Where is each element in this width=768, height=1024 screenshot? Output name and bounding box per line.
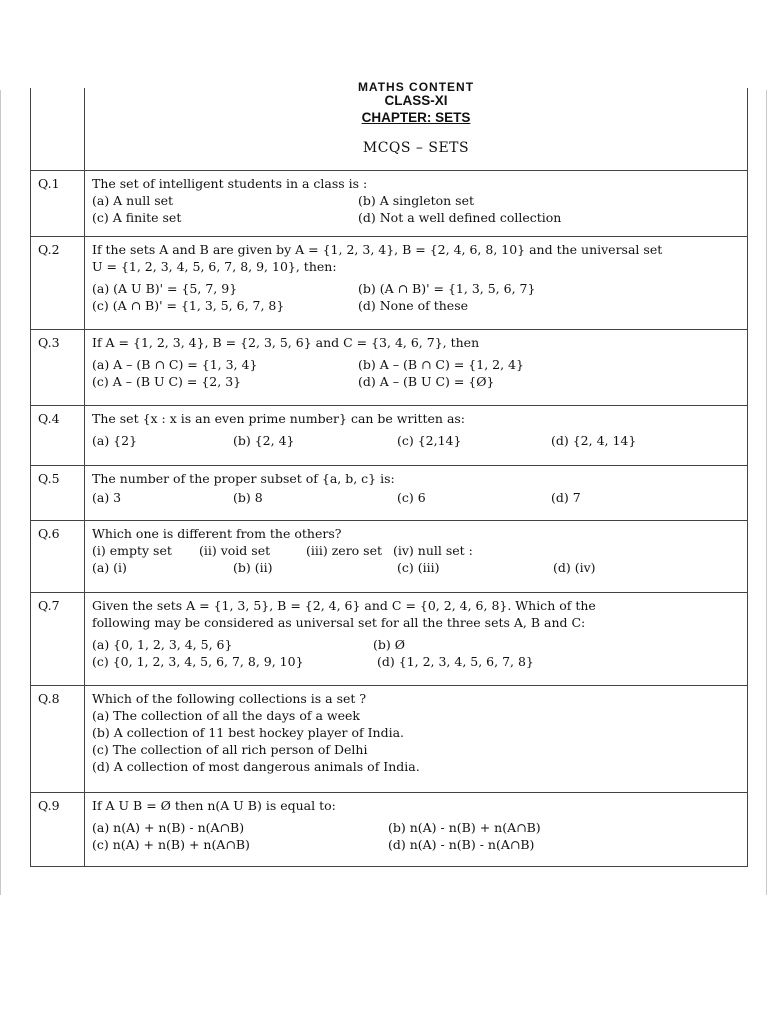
question-number: Q.2 (31, 237, 85, 329)
option-b: (b) A collection of 11 best hockey player of India. (92, 725, 405, 740)
option-d: (d) None of these (358, 298, 469, 313)
question-number: Q.5 (31, 466, 85, 520)
class-heading: CLASS-XI (384, 93, 448, 108)
question-text: Which one is different from the others? (92, 526, 342, 541)
option-d: (d) {2, 4, 14} (551, 433, 637, 448)
question-body (85, 521, 747, 592)
question-text: Given the sets A = {1, 3, 5}, B = {2, 4, 6} and C = {0, 2, 4, 6, 8}. Which of the (92, 598, 596, 613)
option-d: (d) {1, 2, 3, 4, 5, 6, 7, 8} (377, 654, 534, 669)
option-a: (a) The collection of all the days of a week (92, 708, 360, 723)
question-text-line2: following may be considered as universal set for all the three sets A, B and C: (92, 615, 586, 630)
option-b: (b) 8 (233, 490, 263, 505)
option-b: (b) (A ∩ B)' = {1, 3, 5, 6, 7} (358, 281, 536, 296)
question-row (31, 329, 747, 405)
option-a: (a) {0, 1, 2, 3, 4, 5, 6} (92, 637, 233, 652)
question-number: Q.8 (31, 686, 85, 792)
option-c: (c) {0, 1, 2, 3, 4, 5, 6, 7, 8, 9, 10} (92, 654, 304, 669)
option-b: (b) A – (B ∩ C) = {1, 2, 4} (358, 357, 524, 372)
question-number: Q.1 (31, 171, 85, 236)
question-row (31, 792, 747, 866)
option-a: (a) (i) (92, 560, 127, 575)
item-i: (i) empty set (92, 543, 172, 558)
question-number: Q.6 (31, 521, 85, 592)
option-b: (b) n(A) - n(B) + n(A∩B) (388, 820, 541, 835)
question-text: The number of the proper subset of {a, b, c} is: (92, 471, 395, 486)
question-text: If A = {1, 2, 3, 4}, B = {2, 3, 5, 6} and C = {3, 4, 6, 7}, then (92, 335, 480, 350)
question-number: Q.9 (31, 793, 85, 866)
question-text: Which of the following collections is a set ? (92, 691, 367, 706)
option-a: (a) {2} (92, 433, 138, 448)
left-margin-line (0, 90, 1, 895)
option-a: (a) n(A) + n(B) - n(A∩B) (92, 820, 245, 835)
option-c: (c) 6 (397, 490, 426, 505)
question-text: If A U B = Ø then n(A U B) is equal to: (92, 798, 336, 813)
question-row (31, 465, 747, 520)
header-cell (85, 80, 747, 170)
option-b: (b) (ii) (233, 560, 273, 575)
question-number: Q.4 (31, 406, 85, 465)
question-row (31, 170, 747, 236)
option-c: (c) The collection of all rich person of Delhi (92, 742, 368, 757)
option-d: (d) 7 (551, 490, 581, 505)
option-c: (c) (A ∩ B)' = {1, 3, 5, 6, 7, 8} (92, 298, 285, 313)
question-row (31, 520, 747, 592)
question-body (85, 686, 747, 792)
option-a: (a) (A U B)' = {5, 7, 9} (92, 281, 238, 296)
option-c: (c) A finite set (92, 210, 182, 225)
mcq-table (30, 80, 748, 867)
option-c: (c) (iii) (397, 560, 440, 575)
option-a: (a) A null set (92, 193, 174, 208)
question-body (85, 793, 747, 866)
question-text-line2: U = {1, 2, 3, 4, 5, 6, 7, 8, 9, 10}, then: (92, 259, 337, 274)
option-d: (d) Not a well defined collection (358, 210, 562, 225)
question-row (31, 405, 747, 465)
option-d: (d) A collection of most dangerous animals of India. (92, 759, 420, 774)
question-body (85, 593, 747, 685)
question-text: If the sets A and B are given by A = {1, 2, 3, 4}, B = {2, 4, 6, 8, 10} and the universal set (92, 242, 663, 257)
header-qno-cell (31, 88, 85, 170)
question-number: Q.7 (31, 593, 85, 685)
option-a: (a) A – (B ∩ C) = {1, 3, 4} (92, 357, 258, 372)
section-heading: MCQS – SETS (362, 140, 470, 156)
item-iv: (iv) null set : (393, 543, 473, 558)
right-margin-line (766, 90, 767, 895)
question-row (31, 685, 747, 792)
question-body (85, 406, 747, 465)
header-row (31, 80, 747, 170)
option-d: (d) (iv) (553, 560, 596, 575)
question-row (31, 236, 747, 329)
cut-off-heading: MATHS CONTENT (357, 80, 475, 94)
item-iii: (iii) zero set (306, 543, 383, 558)
option-c: (c) A – (B U C) = {2, 3} (92, 374, 242, 389)
item-ii: (ii) void set (199, 543, 271, 558)
question-body (85, 237, 747, 329)
question-text: The set of intelligent students in a class is : (92, 176, 368, 191)
option-a: (a) 3 (92, 490, 122, 505)
option-d: (d) A – (B U C) = {Ø} (358, 374, 495, 389)
option-b: (b) Ø (373, 637, 405, 652)
question-number: Q.3 (31, 330, 85, 405)
question-row (31, 592, 747, 685)
option-c: (c) n(A) + n(B) + n(A∩B) (92, 837, 250, 852)
question-text: The set {x : x is an even prime number} can be written as: (92, 411, 466, 426)
question-body (85, 466, 747, 520)
chapter-heading: CHAPTER: SETS (361, 110, 471, 125)
question-body (85, 330, 747, 405)
option-d: (d) n(A) - n(B) - n(A∩B) (388, 837, 535, 852)
question-body (85, 171, 747, 236)
option-c: (c) {2,14} (397, 433, 462, 448)
option-b: (b) {2, 4} (233, 433, 295, 448)
option-b: (b) A singleton set (358, 193, 474, 208)
